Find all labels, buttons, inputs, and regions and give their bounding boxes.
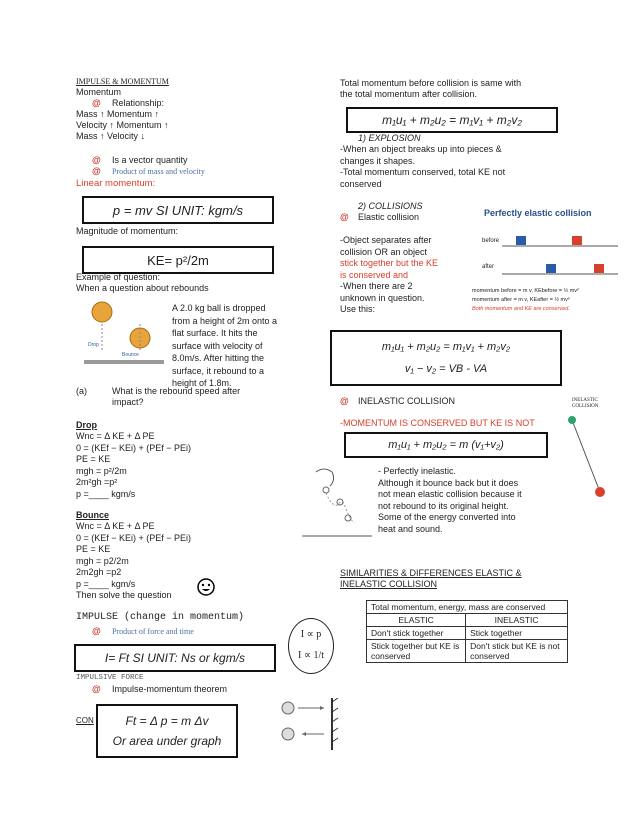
con-label: CON xyxy=(76,716,94,725)
formula-ke-box: KE= p²/2m xyxy=(82,246,274,274)
smiley-icon xyxy=(197,578,215,596)
pec-before: before xyxy=(482,238,500,244)
pec-line-3: Both momentum and KE are conserved. xyxy=(472,306,570,312)
relationship-label: Relationship: xyxy=(112,98,165,108)
bounce-derivation: Wnc = Δ KE + Δ PE 0 = (KEf − KEi) + (PEf − PEi) PE = KE mgh = p2/2m 2m2gh =p2 p =____ kgm/s Then solve the question xyxy=(76,521,192,600)
product-text: Product of mass and velocity xyxy=(112,167,205,176)
question-a-text: What is the rebound speed after xyxy=(112,386,241,396)
question-text: A 2.0 kg ball is dropped from a height of 2m onto a flat surface. It hits the surface with velocity of 8.0m/s. After hitting the surface, it rebound to a height of 1.8m. xyxy=(172,303,278,388)
question-a-text-2: impact? xyxy=(112,397,144,407)
momentum-note: -MOMENTUM IS CONSERVED BUT KE IS NOT xyxy=(340,418,535,428)
impulsive-force-label: IMPULSIVE FORCE xyxy=(76,674,144,682)
drop-derivation: Wnc = Δ KE + Δ PE 0 = (KEf − KEi) + (PEf − PEi) PE = KE mgh = p²/2m 2m²gh =p² p =____ kgm/s xyxy=(76,431,192,499)
collisions-heading: 2) COLLISIONS xyxy=(358,201,423,211)
similarities-heading-1: SIMILARITIES & DIFFERENCES ELASTIC & xyxy=(340,568,522,578)
bullet-icon: @ xyxy=(92,166,101,176)
bounce-title: Bounce xyxy=(76,510,110,520)
impulse-heading: IMPULSE (change in momentum) xyxy=(76,612,245,623)
comparison-table xyxy=(366,600,568,663)
vector-text: Is a vector quantity xyxy=(112,155,188,165)
inelastic-desc: - Perfectly inelastic. Although it bounce back but it does not mean elastic collision because it not rebound to its original height. Some of the energy converted into heat and sound. xyxy=(378,466,522,534)
theorem-text: Impulse-momentum theorem xyxy=(112,684,228,694)
ball-icon xyxy=(92,302,112,322)
formula-ft-box: Ft = Δ p = m Δv Or area under graph xyxy=(96,704,238,758)
total-momentum-line-1: Total momentum before collision is same with xyxy=(340,78,522,88)
inelastic-heading: INELASTIC COLLISION xyxy=(358,396,456,406)
drop-title: Drop xyxy=(76,420,97,430)
momentum-label: Momentum xyxy=(76,87,122,97)
table-cell: Stick together xyxy=(466,627,568,640)
table-header-inelastic: INELASTIC xyxy=(466,614,568,627)
fig-bounce-label: Bounce xyxy=(122,352,139,358)
pec-title: Perfectly elastic collision xyxy=(484,208,592,218)
pendulum-figure xyxy=(562,410,612,506)
example-label: Example of question: xyxy=(76,272,161,282)
formula-i-box: I= Ft SI UNIT: Ns or kgm/s xyxy=(74,644,276,672)
bullet-icon: @ xyxy=(92,98,101,108)
table-header-elastic: ELASTIC xyxy=(367,614,466,627)
rel-line-2: Velocity ↑ Momentum ↑ xyxy=(76,120,169,130)
table-row: Total momentum, energy, mass are conserved xyxy=(367,601,568,614)
inelastic-fig-label: INELASTIC COLLISION xyxy=(572,398,599,409)
rel-line-3: Mass ↑ Velocity ↓ xyxy=(76,131,146,141)
linear-momentum-label: Linear momentum: xyxy=(76,178,156,189)
rel-line-1: Mass ↑ Momentum ↑ xyxy=(76,109,160,119)
hand-ball-figure xyxy=(296,462,376,544)
bullet-icon: @ xyxy=(340,396,349,406)
proportionality-bubble: I ∝ p I ∝ 1/t xyxy=(288,618,334,674)
inelastic-formula-box: m₁u₁ + m₂u₂ = m (v₁+v₂) xyxy=(344,432,548,458)
impulse-momentum-heading: IMPULSE & MOMENTUM xyxy=(76,77,169,86)
similarities-heading-2: INELASTIC COLLISION xyxy=(340,579,438,589)
magnitude-label: Magnitude of momentum: xyxy=(76,226,179,236)
pec-line-2: momentum after = m v, KEafter = ½ mv² xyxy=(472,297,570,303)
explosion-desc: -When an object breaks up into pieces & changes it shapes. -Total momentum conserved, total KE not conserved xyxy=(340,144,506,189)
bullet-icon: @ xyxy=(340,212,349,222)
explosion-heading: 1) EXPLOSION xyxy=(358,133,421,143)
pec-after: after xyxy=(482,264,495,270)
formula-p-box: p = mv SI UNIT: kgm/s xyxy=(82,196,274,224)
bullet-icon: @ xyxy=(92,626,101,636)
wall-collision-figure xyxy=(280,698,350,750)
total-momentum-line-2: the total momentum after collision. xyxy=(340,89,478,99)
table-cell: Don't stick together xyxy=(367,627,466,640)
fig-drop-label: Drop xyxy=(88,342,99,348)
elastic-label: Elastic collision xyxy=(358,212,420,222)
table-cell: Don't stick but KE is not conserved xyxy=(466,640,568,663)
impulse-product: Product of force and time xyxy=(112,627,194,636)
pec-line-1: momentum before = m v, KEbefore = ½ mv² xyxy=(472,288,579,294)
example-desc: When a question about rebounds xyxy=(76,283,209,293)
elastic-collision-figure xyxy=(472,206,618,318)
elastic-formula-box: m₁u₁ + m₂u₂ = m₁v₁ + m₂v₂ v₁ − v₂ = VB - VA xyxy=(330,330,562,386)
table-cell: Stick together but KE is conserved xyxy=(367,640,466,663)
bullet-icon: @ xyxy=(92,155,101,165)
elastic-desc: -Object separates after collision OR an object stick together but the KE is conserved and -When there are 2 unknown in question. Use this: xyxy=(340,235,439,314)
question-a-label: (a) xyxy=(76,386,87,396)
conservation-formula-box: m₁u₁ + m₂u₂ = m₁v₁ + m₂v₂ xyxy=(346,107,558,133)
bullet-icon: @ xyxy=(92,684,101,694)
